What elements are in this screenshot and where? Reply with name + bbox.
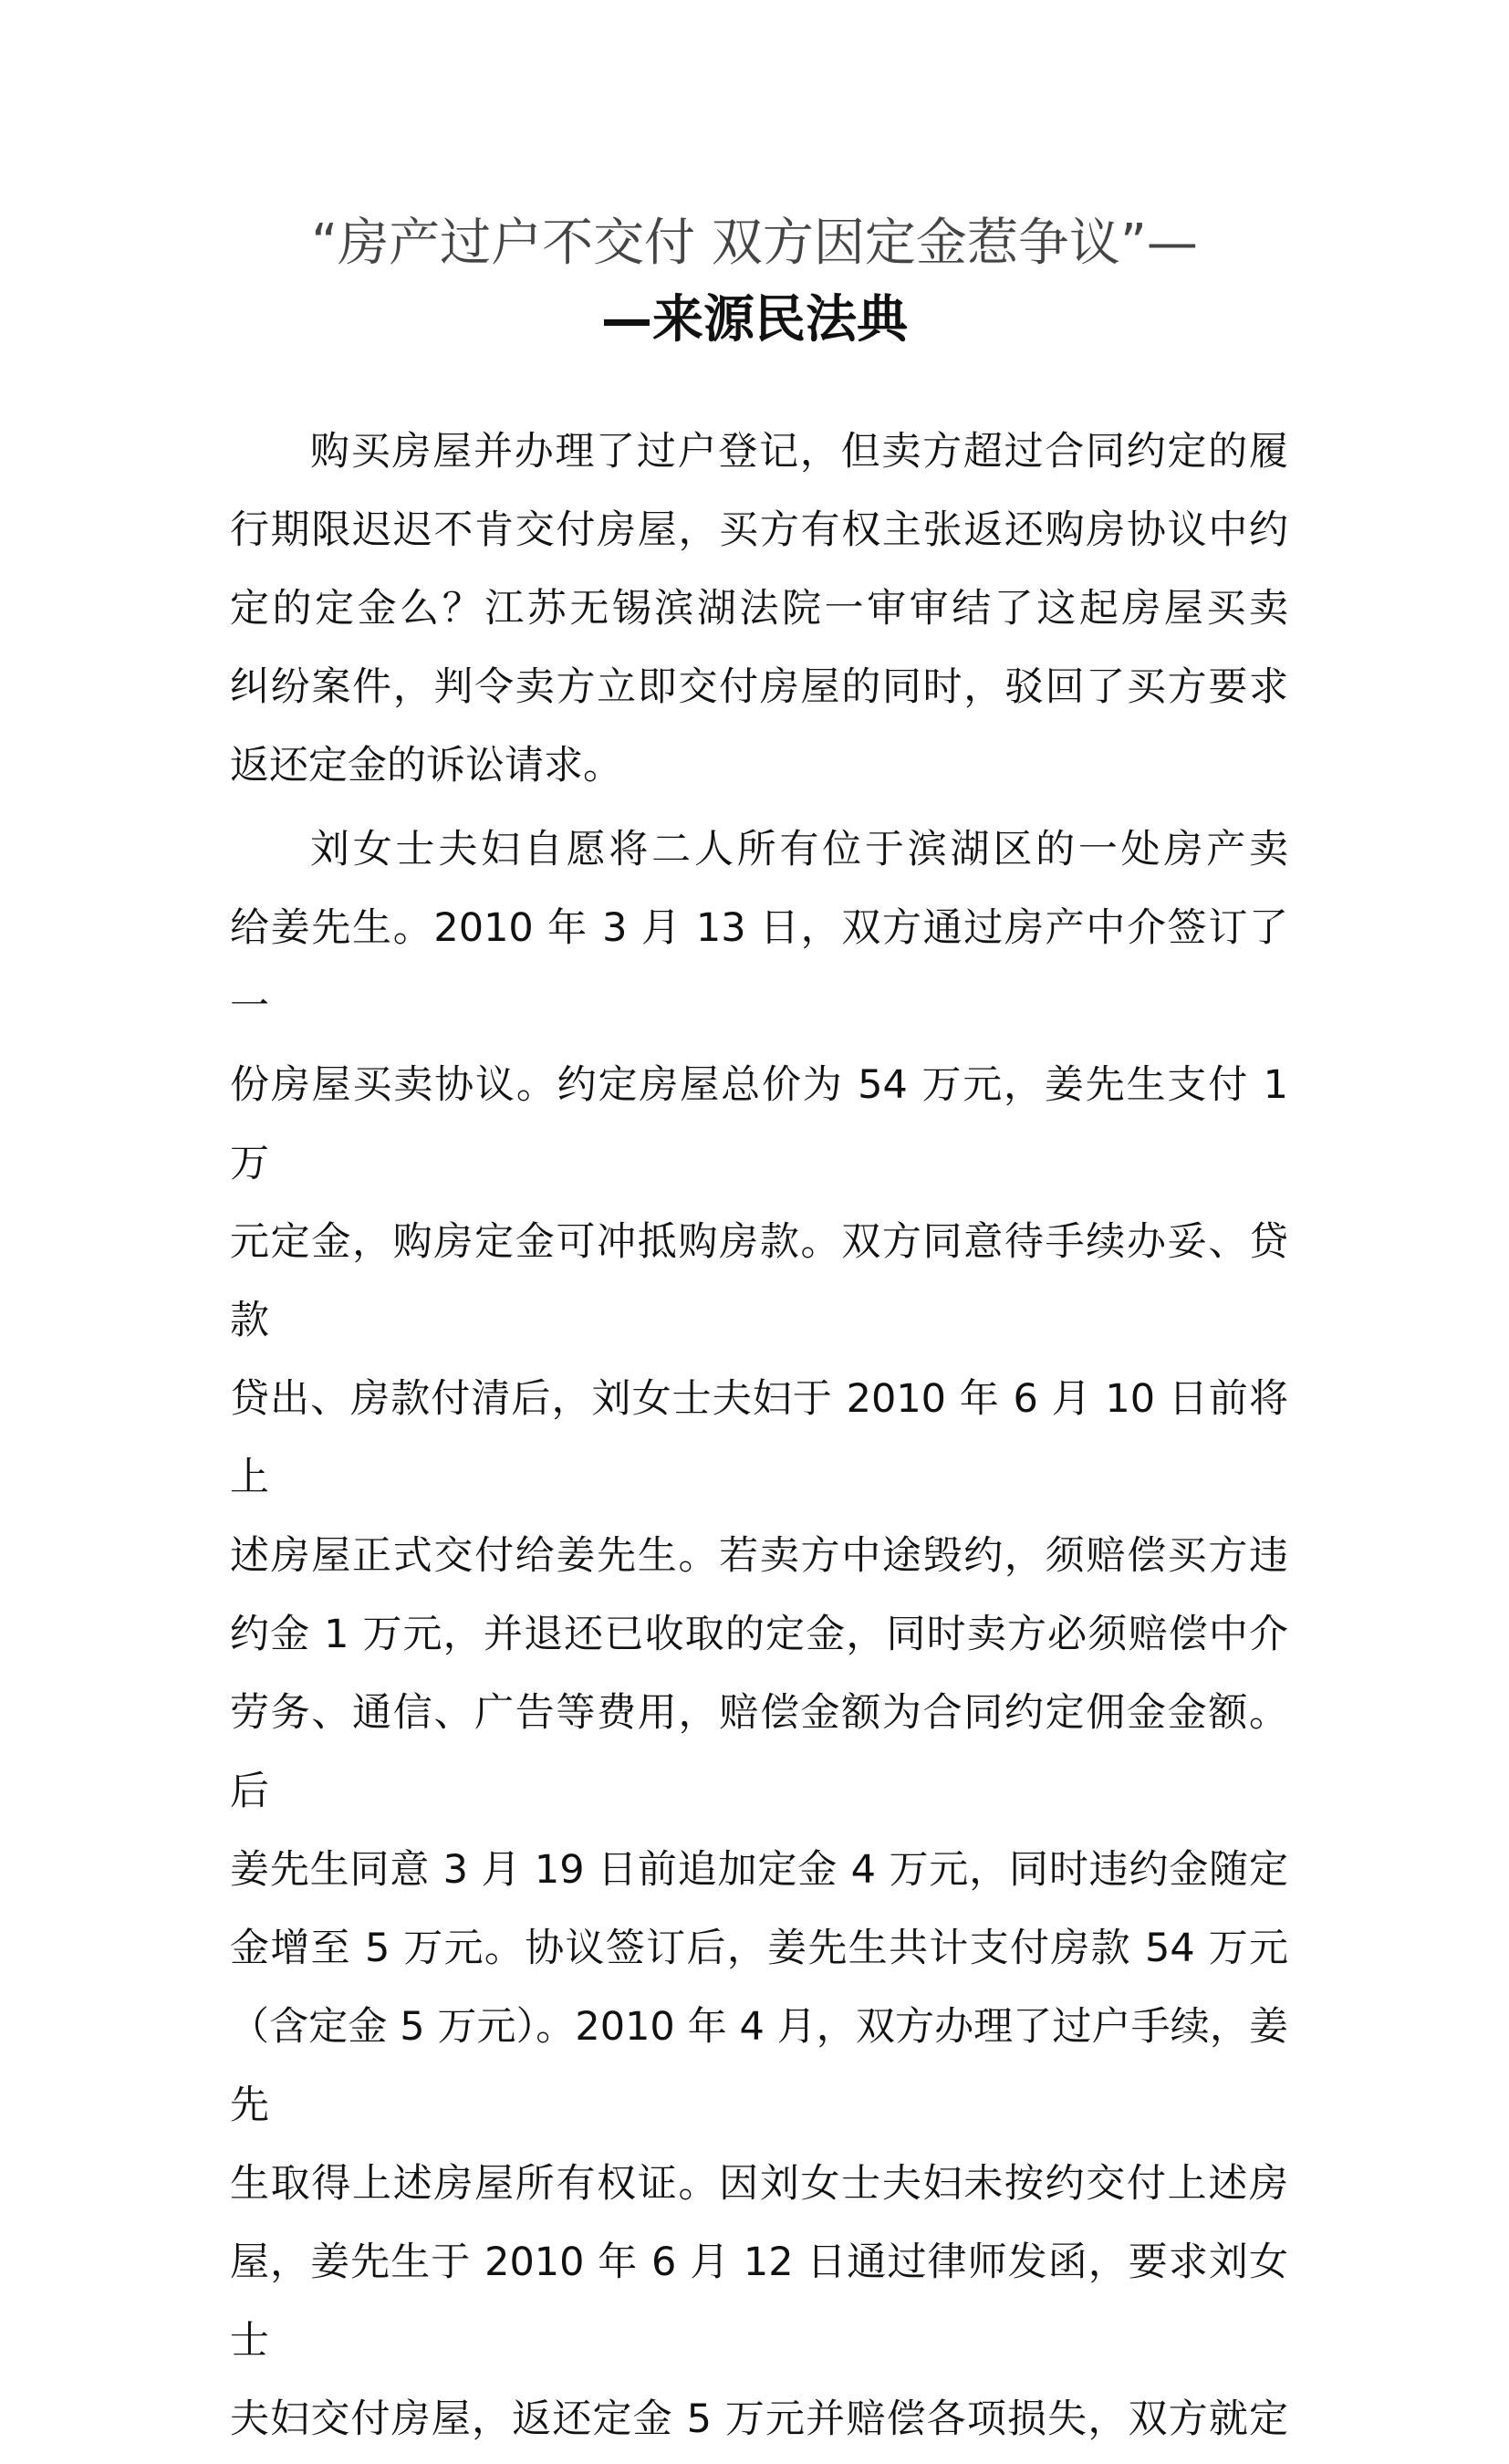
text-line: 购买房屋并办理了过户登记，但卖方超过合同约定的履 <box>310 429 1288 475</box>
text-line: 返还定金的诉讼请求。 <box>230 743 622 788</box>
paragraph <box>230 412 1288 805</box>
text-line: 约金 1 万元，并退还已收取的定金，同时卖方必须赔偿中介 <box>230 1612 1288 1657</box>
text-line: 给姜先生。2010 年 3 月 13 日，双方通过房产中介签订了一 <box>230 905 1288 1029</box>
paragraph <box>230 810 1288 2459</box>
text-line: 纠纷案件，判令卖方立即交付房屋的同时，驳回了买方要求 <box>230 664 1288 710</box>
document-title <box>210 205 1299 359</box>
title-line-2: —来源民法典 <box>601 290 908 350</box>
text-line: 夫妇交付房屋，返还定金 5 万元并赔偿各项损失，双方就定 <box>230 2396 1288 2442</box>
text-line: 行期限迟迟不肯交付房屋，买方有权主张返还购房协议中约 <box>230 507 1288 553</box>
document-body <box>230 412 1288 2464</box>
text-line: 元定金，购房定金可冲抵购房款。双方同意待手续办妥、贷款 <box>230 1219 1288 1343</box>
text-line: 劳务、通信、广告等费用，赔偿金额为合同约定佣金金额。后 <box>230 1690 1288 1814</box>
text-line: 份房屋买卖协议。约定房屋总价为 54 万元，姜先生支付 1 万 <box>230 1062 1288 1186</box>
text-line: 生取得上述房屋所有权证。因刘女士夫妇未按约交付上述房 <box>230 2161 1288 2207</box>
text-line: 述房屋正式交付给姜先生。若卖方中途毁约，须赔偿买方违 <box>230 1533 1288 1579</box>
text-line: 定的定金么？江苏无锡滨湖法院一审审结了这起房屋买卖 <box>230 586 1288 632</box>
text-line: 姜先生同意 3 月 19 日前追加定金 4 万元，同时违约金随定 <box>230 1847 1288 1893</box>
title-line-1: “房产过户不交付 双方因定金惹争议”— <box>311 214 1198 273</box>
text-line: 刘女士夫妇自愿将二人所有位于滨湖区的一处房产卖 <box>310 827 1288 872</box>
text-line: 贷出、房款付清后，刘女士夫妇于 2010 年 6 月 10 日前将上 <box>230 1376 1288 1500</box>
text-line: 屋，姜先生于 2010 年 6 月 12 日通过律师发函，要求刘女士 <box>230 2240 1288 2364</box>
text-line: 金增至 5 万元。协议签订后，姜先生共计支付房款 54 万元 <box>230 1926 1288 1971</box>
text-line: （含定金 5 万元）。2010 年 4 月，双方办理了过户手续，姜先 <box>230 2004 1288 2128</box>
